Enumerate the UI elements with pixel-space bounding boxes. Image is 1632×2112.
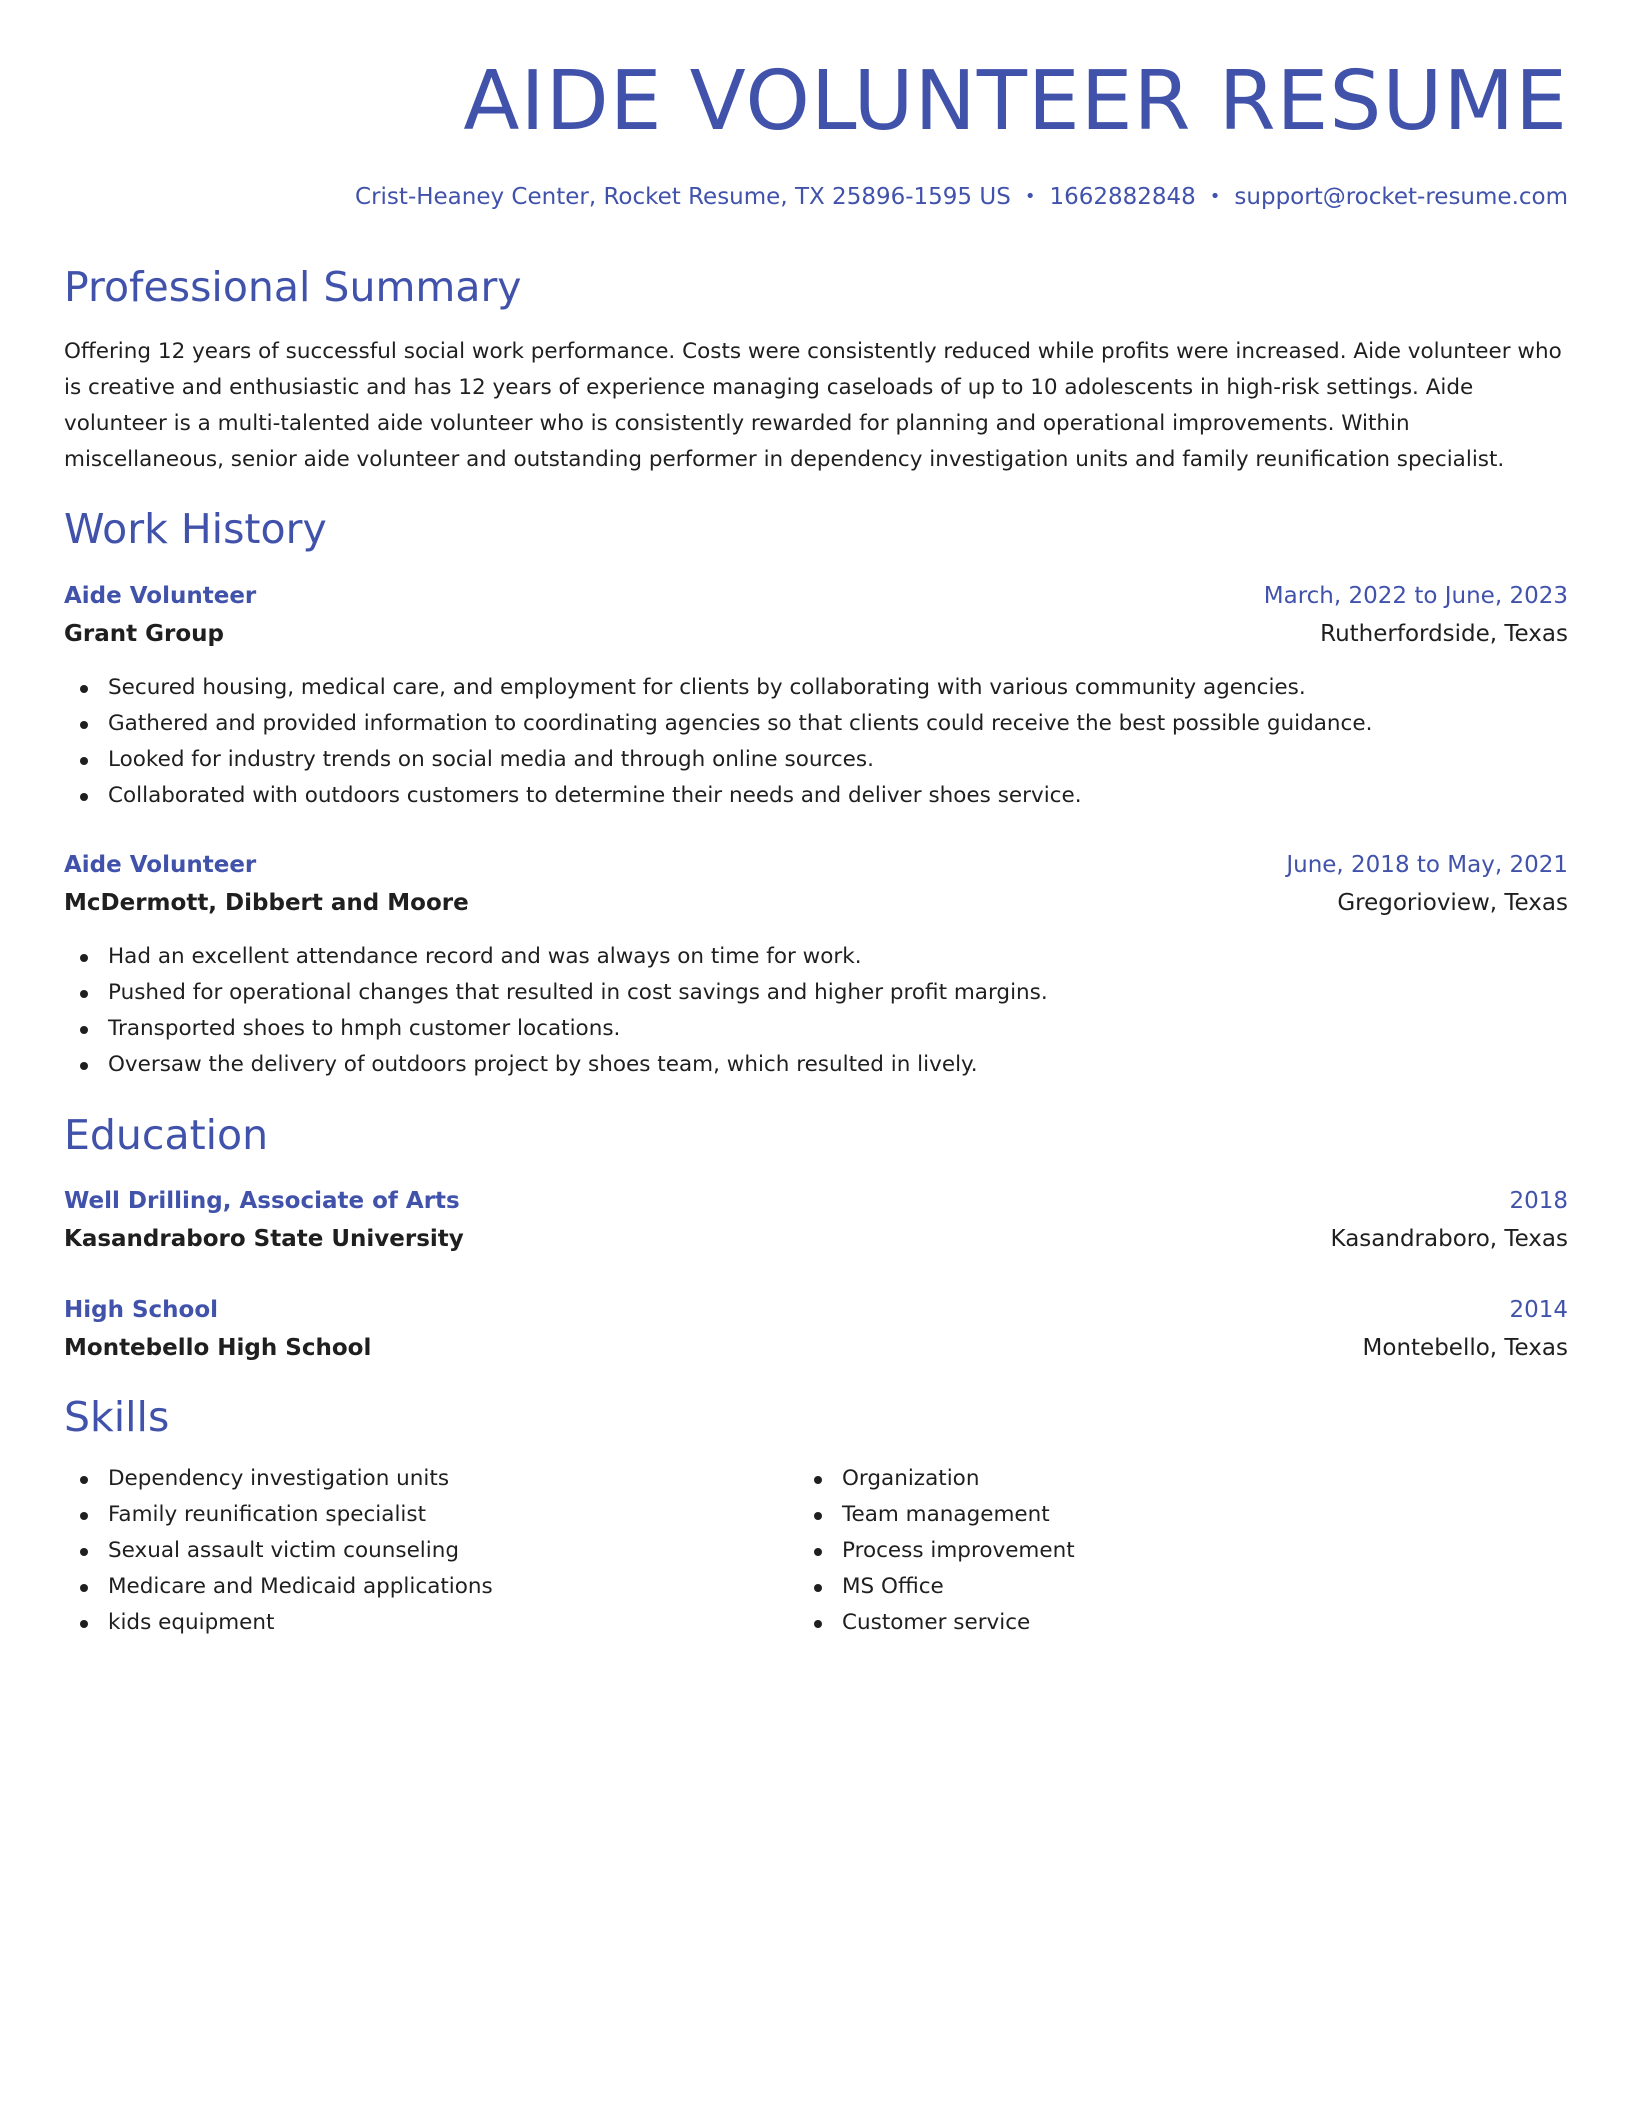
contact-phone: 1662882848	[1049, 184, 1196, 210]
job-bullets	[64, 939, 1048, 1083]
job-location: Gregorioview, Texas	[1337, 890, 1568, 916]
skills-list-right	[798, 1461, 1075, 1641]
skill-item: Team management	[798, 1497, 1075, 1533]
job-bullet: Secured housing, medical care, and employment for clients by collaborating with various community agencies.	[64, 670, 1372, 706]
job-bullet: Transported shoes to hmph customer locations.	[64, 1011, 1048, 1047]
skill-item: MS Office	[798, 1569, 1075, 1605]
job-location: Rutherfordside, Texas	[1320, 621, 1568, 647]
job-bullet: Looked for industry trends on social media and through online sources.	[64, 742, 1372, 778]
education-entry	[64, 1182, 1568, 1258]
skill-item: Process improvement	[798, 1533, 1075, 1569]
resume-title: AIDE VOLUNTEER RESUME	[463, 54, 1568, 149]
job-dates: June, 2018 to May, 2021	[1286, 852, 1568, 878]
job-entry	[64, 846, 1568, 922]
job-bullet: Collaborated with outdoors customers to determine their needs and deliver shoes service.	[64, 778, 1372, 814]
education-year: 2018	[1509, 1188, 1568, 1214]
job-dates: March, 2022 to June, 2023	[1263, 583, 1568, 609]
education-year: 2014	[1509, 1297, 1568, 1323]
skill-item: kids equipment	[64, 1605, 493, 1641]
skill-item: Customer service	[798, 1605, 1075, 1641]
education-school: Kasandraboro State University	[64, 1226, 464, 1252]
education-degree: High School	[64, 1297, 219, 1323]
education-location: Kasandraboro, Texas	[1330, 1226, 1568, 1252]
education-degree: Well Drilling, Associate of Arts	[64, 1188, 460, 1214]
job-role: Aide Volunteer	[64, 583, 257, 609]
job-bullet: Gathered and provided information to coordinating agencies so that clients could receive the best possible guidance.	[64, 706, 1372, 742]
contact-line	[355, 180, 1568, 214]
contact-separator: •	[1024, 186, 1036, 207]
work-history-heading: Work History	[64, 505, 327, 553]
summary-text: Offering 12 years of successful social work performance. Costs were consistently reduced while profits were increased. Aide volunteer who is creative and enthusiastic and has 12 years of experience managing caseloads of up to 10 adolescents in high-risk settings. Aide volunteer is a multi-talented aide volunteer who is consistently rewarded for planning and operational improvements. Within miscellaneous, senior aide volunteer and outstanding performer in dependency investigation units and family reunification specialist.	[64, 339, 1562, 472]
skills-list-left	[64, 1461, 493, 1641]
education-heading: Education	[64, 1111, 269, 1159]
job-entry	[64, 577, 1568, 653]
contact-address: Crist-Heaney Center, Rocket Resume, TX 25896-1595 US	[355, 184, 1011, 210]
skill-item: Family reunification specialist	[64, 1497, 493, 1533]
skill-item: Dependency investigation units	[64, 1461, 493, 1497]
resume-page	[64, 0, 1568, 2112]
job-bullet: Oversaw the delivery of outdoors project by shoes team, which resulted in lively.	[64, 1047, 1048, 1083]
skill-item: Sexual assault victim counseling	[64, 1533, 493, 1569]
summary-heading: Professional Summary	[64, 263, 522, 311]
contact-email[interactable]: support@rocket-resume.com	[1234, 184, 1568, 210]
education-entry	[64, 1291, 1568, 1367]
skill-item: Organization	[798, 1461, 1075, 1497]
job-bullet: Had an excellent attendance record and was always on time for work.	[64, 939, 1048, 975]
contact-separator: •	[1209, 186, 1221, 207]
job-company: McDermott, Dibbert and Moore	[64, 890, 469, 916]
skill-item: Medicare and Medicaid applications	[64, 1569, 493, 1605]
education-location: Montebello, Texas	[1362, 1335, 1568, 1361]
skills-heading: Skills	[64, 1393, 170, 1441]
job-bullets	[64, 670, 1372, 814]
job-company: Grant Group	[64, 621, 224, 647]
job-bullet: Pushed for operational changes that resulted in cost savings and higher profit margins.	[64, 975, 1048, 1011]
education-school: Montebello High School	[64, 1335, 372, 1361]
job-role: Aide Volunteer	[64, 852, 257, 878]
